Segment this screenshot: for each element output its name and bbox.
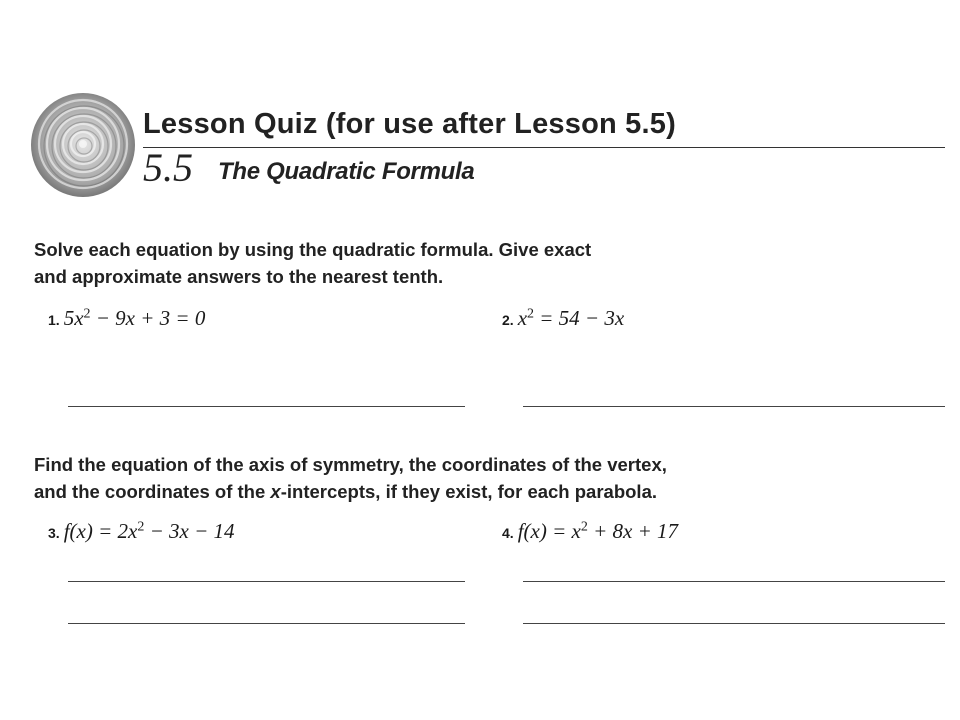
lesson-topic: The Quadratic Formula	[218, 158, 475, 185]
instruction-variable: x	[270, 481, 281, 502]
answer-line-1[interactable]	[68, 406, 465, 407]
problem-expression-start: x	[517, 306, 528, 330]
problem-expression-start: f(x) = 2x	[63, 519, 138, 543]
section1-instruction-line1: Solve each equation by using the quadratic formula. Give exact	[34, 239, 592, 260]
problem-expression-end: − 3x − 14	[144, 519, 235, 543]
problem-exponent: 2	[580, 519, 588, 535]
problem-exponent: 2	[527, 306, 535, 322]
problem-exponent: 2	[83, 306, 91, 322]
problem-1	[48, 306, 205, 331]
problem-number: 2.	[502, 312, 514, 328]
problem-2	[502, 306, 624, 331]
problem-expression-end: = 54 − 3x	[534, 306, 625, 330]
problem-number: 4.	[502, 525, 514, 541]
problem-number: 3.	[48, 525, 60, 541]
section2-instruction-line1: Find the equation of the axis of symmetry, the coordinates of the vertex,	[34, 454, 667, 475]
answer-line-4b[interactable]	[523, 623, 945, 624]
answer-line-4a[interactable]	[523, 581, 945, 582]
lesson-number: 5.5	[143, 145, 193, 190]
problem-4	[502, 519, 678, 544]
quiz-title: Lesson Quiz (for use after Lesson 5.5)	[143, 108, 676, 140]
problem-expression-end: + 8x + 17	[587, 519, 678, 543]
concentric-rings-icon	[30, 92, 136, 198]
header-divider	[143, 147, 945, 148]
section1-instructions	[34, 236, 794, 290]
problem-expression-end: − 9x + 3 = 0	[90, 306, 206, 330]
problem-number: 1.	[48, 312, 60, 328]
problem-expression-start: f(x) = x	[517, 519, 581, 543]
section2-instruction-line2	[34, 478, 794, 505]
instruction-text: -intercepts, if they exist, for each parabola.	[280, 481, 657, 502]
problem-3	[48, 519, 235, 544]
answer-line-3a[interactable]	[68, 581, 465, 582]
section1-instruction-line2: and approximate answers to the nearest tenth.	[34, 266, 444, 287]
problem-expression-start: 5x	[63, 306, 84, 330]
answer-line-3b[interactable]	[68, 623, 465, 624]
problem-exponent: 2	[137, 519, 145, 535]
answer-line-2[interactable]	[523, 406, 945, 407]
section2-instructions	[34, 451, 794, 505]
instruction-text: and the coordinates of the	[34, 481, 271, 502]
